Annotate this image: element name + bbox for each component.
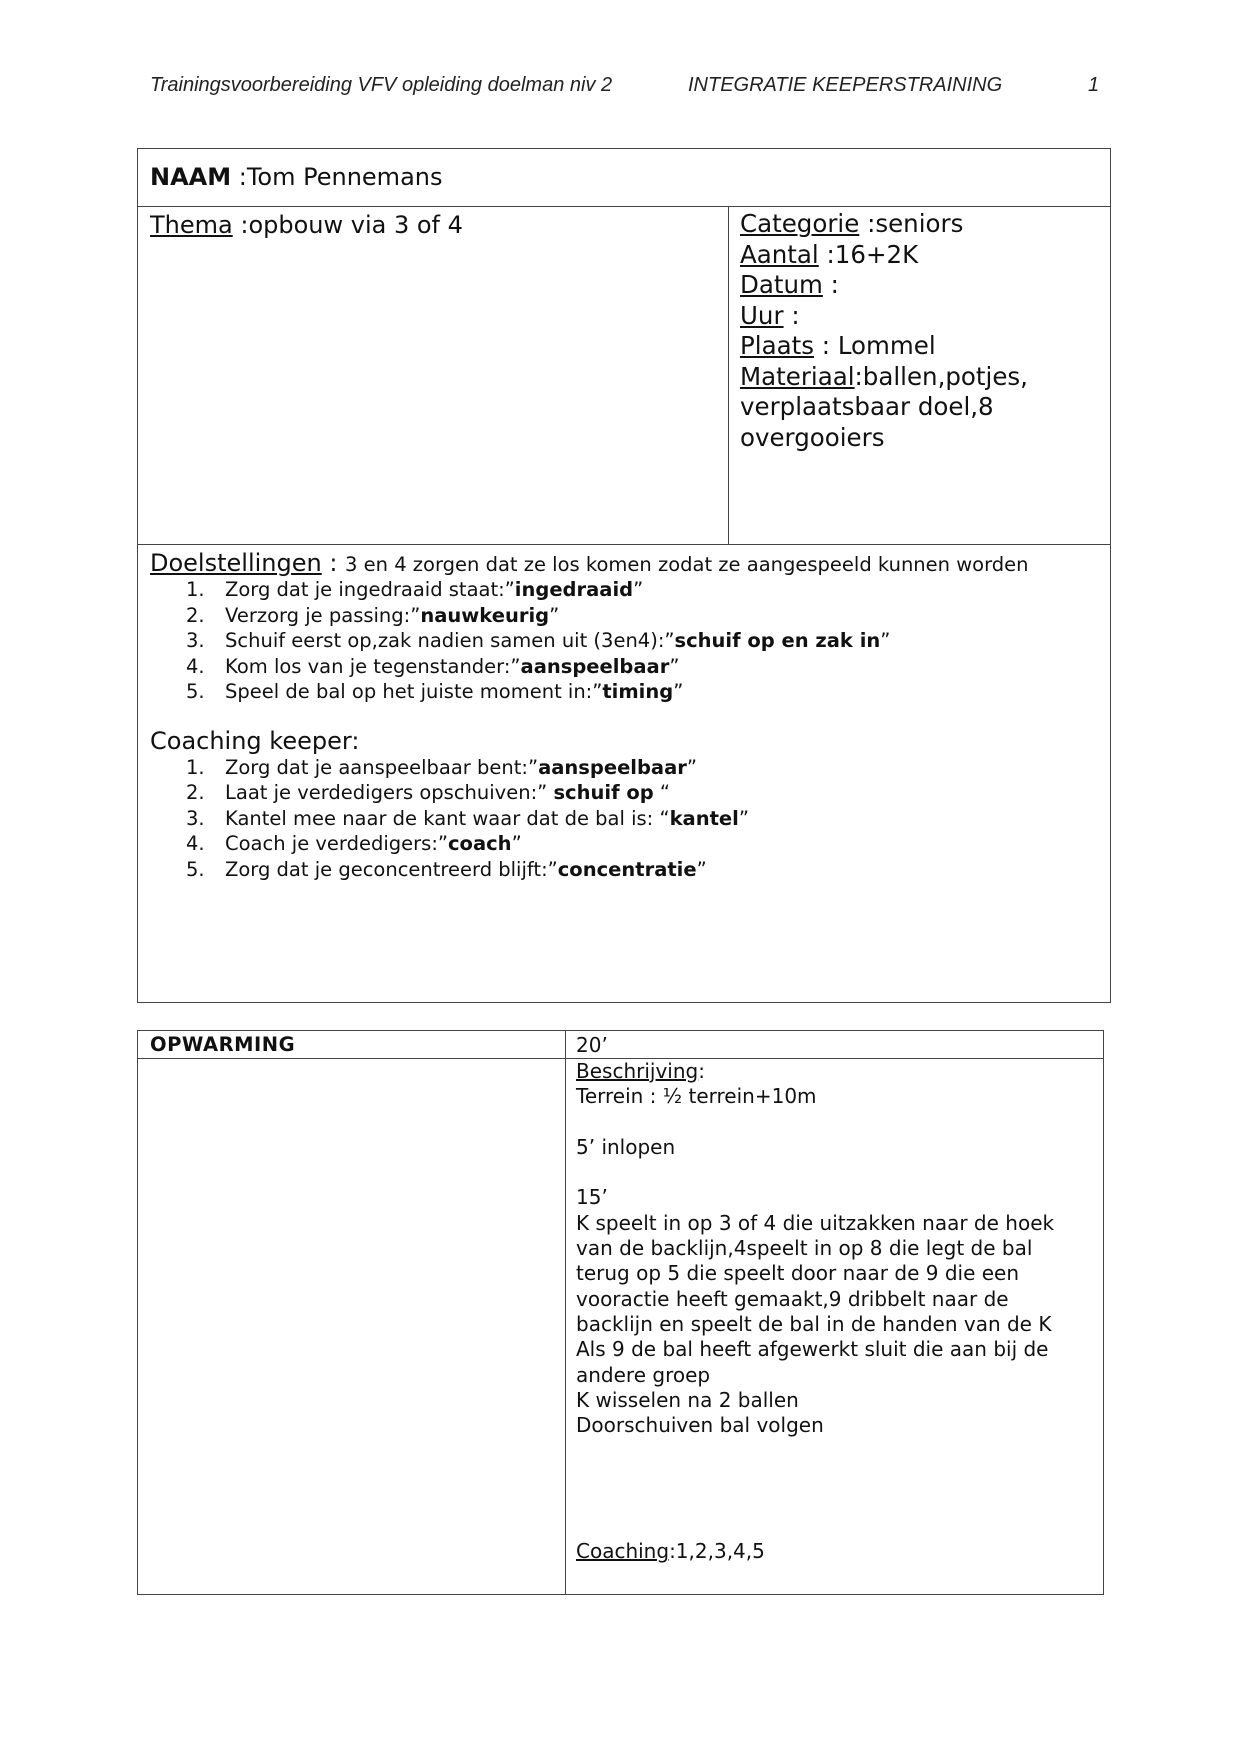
doelstellingen-text: 3 en 4 zorgen dat ze los komen zodat ze aangespeeld kunnen worden	[345, 553, 1029, 576]
description-line: K wisselen na 2 ballen	[576, 1387, 799, 1412]
categorie-label: Categorie	[740, 209, 860, 238]
coaching-keeper-list	[150, 755, 1100, 883]
uur-value: :	[783, 300, 800, 330]
description-line: Als 9 de bal heeft afgewerkt sluit die aan bij de andere groep	[576, 1337, 1049, 1387]
description-line: Doorschuiven bal volgen	[576, 1413, 824, 1438]
thema-cell	[138, 207, 729, 544]
description-line: K speelt in op 3 of 4 die uitzakken naar de hoek van de backlijn,4speelt in op 8 die legt de bal terug op 5 die speelt door naar de 9 die een vooractie heeft gemaakt,9 dribbelt naar de backlijn en speelt de bal in de handen van de K	[576, 1210, 1055, 1336]
thema-value: :opbouw via 3 of 4	[232, 211, 463, 239]
naam-label: NAAM	[150, 163, 232, 191]
aantal-value: :16+2K	[818, 239, 919, 269]
naam-value: :Tom Pennemans	[231, 163, 443, 191]
plaats-value: : Lommel	[813, 331, 936, 360]
terrein-line: Terrein : ½ terrein+10m	[576, 1084, 817, 1109]
coaching-label: Coaching	[576, 1539, 670, 1564]
list-item: 3. Kantel mee naar de kant waar dat de bal is: “kantel”	[186, 806, 749, 830]
list-item: 5. Speel de bal op het juiste moment in:”timing”	[186, 680, 684, 703]
coaching-keeper-heading: Coaching keeper:	[150, 726, 360, 755]
header-document-title: Trainingsvoorbereiding VFV opleiding doelman niv 2	[150, 74, 613, 96]
opwarming-description	[576, 1059, 1091, 1565]
doelstellingen-section	[150, 549, 1100, 882]
categorie-line	[740, 209, 1110, 240]
materiaal-line	[740, 362, 1110, 454]
list-item: 1. Zorg dat je aanspeelbaar bent:”aanspeelbaar”	[186, 755, 697, 779]
plaats-line	[740, 331, 1110, 362]
opwarming-duration: 20’	[576, 1033, 608, 1057]
uur-label: Uur	[740, 300, 784, 330]
coaching-value: :1,2,3,4,5	[669, 1539, 765, 1564]
list-item: 3. Schuif eerst op,zak nadien samen uit (3en4):”schuif op en zak in”	[186, 629, 891, 652]
plaats-label: Plaats	[740, 331, 814, 360]
list-item: 4. Coach je verdedigers:”coach”	[186, 832, 522, 855]
coaching-line	[576, 1539, 1091, 1564]
doelstellingen-list	[150, 577, 1100, 705]
materiaal-value: :ballen,potjes, verplaatsbaar doel,8 overgooiers	[740, 361, 1028, 452]
aantal-label: Aantal	[740, 239, 819, 269]
beschrijving-label: Beschrijving	[576, 1059, 699, 1083]
doelstellingen-label: Doelstellingen	[150, 549, 322, 577]
categorie-value: :seniors	[859, 209, 964, 238]
list-item: 5. Zorg dat je geconcentreerd blijft:”concentratie”	[186, 857, 707, 881]
list-item: 2. Verzorg je passing:”nauwkeurig”	[186, 603, 560, 627]
uur-line	[740, 301, 1110, 332]
details-cell	[729, 207, 1110, 546]
training-info-table	[137, 148, 1111, 1003]
list-item: 1. Zorg dat je ingedraaid staat:”ingedraaid”	[186, 578, 644, 601]
datum-value: :	[822, 270, 839, 299]
doelstellingen-heading	[150, 549, 1100, 577]
beschrijving-heading: Beschrijving:	[576, 1059, 705, 1083]
thema-label: Thema	[150, 211, 233, 239]
aantal-line	[740, 240, 1110, 271]
naam-row	[138, 149, 1110, 207]
page-number: 1	[1088, 74, 1100, 96]
list-item: 2. Laat je verdedigers opschuiven:” schuif op “	[186, 781, 671, 804]
opwarming-title: OPWARMING	[150, 1033, 296, 1056]
header-section-title: INTEGRATIE KEEPERSTRAINING	[688, 74, 1003, 96]
part2-duration: 15’	[576, 1185, 608, 1210]
datum-label: Datum	[740, 270, 823, 299]
thema-row	[138, 207, 1110, 545]
doelstellingen-sep: :	[321, 549, 346, 577]
list-item: 4. Kom los van je tegenstander:”aanspeelbaar”	[186, 654, 680, 678]
column-divider	[565, 1031, 566, 1594]
materiaal-label: Materiaal	[740, 361, 855, 391]
opwarming-table	[137, 1030, 1104, 1595]
datum-line	[740, 270, 1110, 301]
inlopen-line: 5’ inlopen	[576, 1134, 676, 1159]
